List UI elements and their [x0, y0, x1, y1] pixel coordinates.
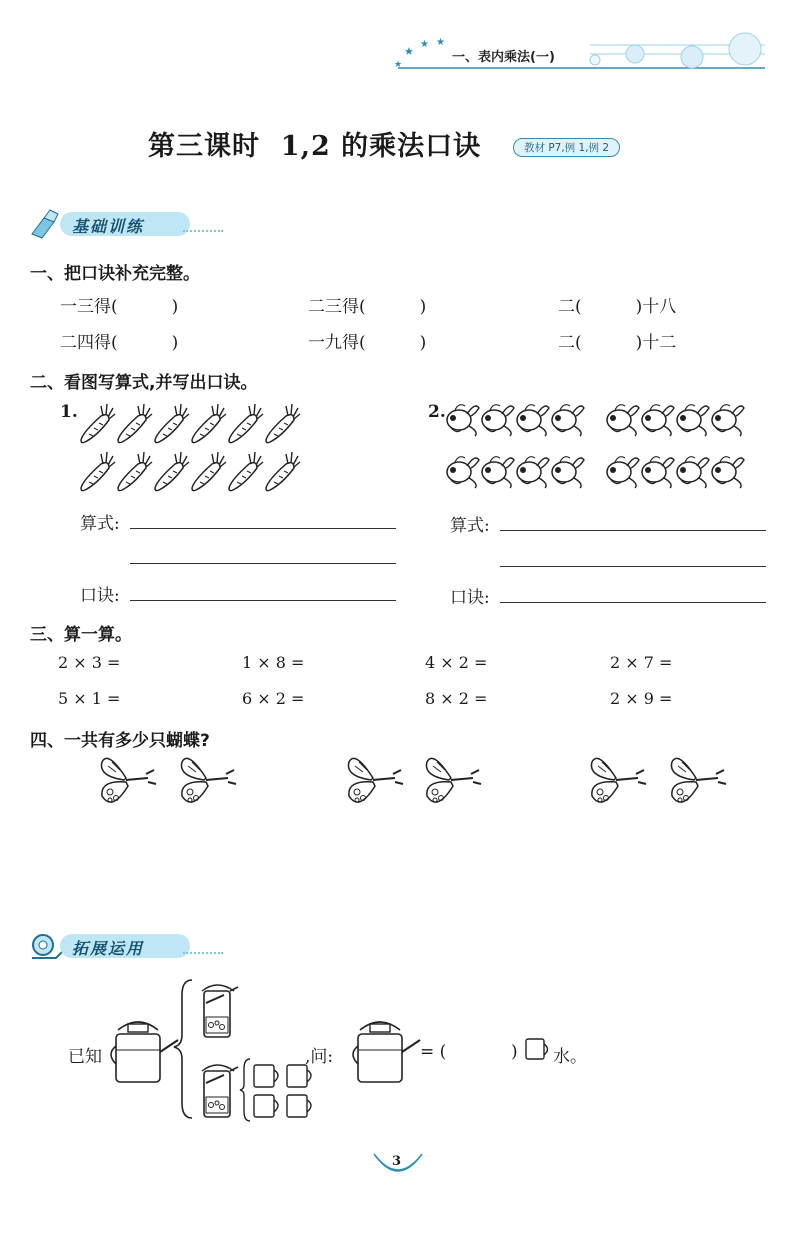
- answer-line[interactable]: [130, 563, 396, 564]
- math-item: 2 × 7 =: [610, 653, 673, 672]
- chant-item: 二四得( ): [60, 333, 179, 353]
- chant-item: 二( )十八: [558, 297, 677, 317]
- answer-line[interactable]: [130, 600, 396, 601]
- butterfly-icon: [348, 758, 403, 802]
- butterfly-icon: [101, 758, 156, 802]
- math-item: 8 × 2 =: [425, 689, 488, 708]
- carrot-icon: [266, 452, 300, 491]
- chant-label: 口诀:: [80, 586, 120, 606]
- ask-label: ,问:: [305, 1047, 334, 1067]
- carrot-icon: [118, 452, 152, 491]
- kettle-icon: [353, 1022, 420, 1082]
- section-label: 基础训练: [72, 217, 145, 236]
- kettle-icon: [111, 1022, 178, 1082]
- goldfish-icon: [552, 405, 584, 436]
- section-tag-extend: [28, 930, 198, 964]
- carrot-icon: [192, 452, 226, 491]
- math-item: 2 × 9 =: [610, 689, 673, 708]
- goldfish-icon: [482, 457, 514, 488]
- chant-label: 口诀:: [450, 588, 490, 608]
- butterfly-icon: [181, 758, 236, 802]
- answer-line[interactable]: [500, 530, 766, 531]
- question-2-title: 二、看图写算式,并写出口诀。: [30, 373, 258, 393]
- page-number: 3: [392, 1154, 402, 1169]
- water-label: 水。: [553, 1047, 587, 1067]
- carrot-icon: [81, 452, 115, 491]
- section-tag-basic: [28, 208, 198, 240]
- carrot-icon: [81, 404, 115, 443]
- math-item: 1 × 8 =: [242, 653, 305, 672]
- goldfish-icon: [642, 457, 674, 488]
- goldfish-icon: [712, 457, 744, 488]
- known-label: 已知: [68, 1047, 102, 1067]
- cup-icon: [287, 1095, 311, 1117]
- goldfish-icon: [607, 405, 639, 436]
- cup-icon: [287, 1065, 311, 1087]
- answer-blank[interactable]: [452, 1042, 508, 1064]
- chant-item: 一三得( ): [60, 297, 179, 317]
- goldfish-icon: [677, 457, 709, 488]
- formula-label: 算式:: [450, 516, 490, 536]
- math-item: 4 × 2 =: [425, 653, 488, 672]
- butterfly-icon: [426, 758, 481, 802]
- chapter-title: 一、表内乘法(一): [452, 50, 555, 65]
- extension-diagram: [100, 975, 800, 1125]
- thermos-icon: [202, 1065, 238, 1117]
- formula-label: 算式:: [80, 514, 120, 534]
- goldfish-icon: [552, 457, 584, 488]
- svg-text:★: ★: [420, 39, 429, 50]
- problem-number: 2.: [428, 402, 446, 422]
- lesson-title: 第三课时 1,2 的乘法口诀: [148, 131, 482, 162]
- answer-line[interactable]: [130, 528, 396, 529]
- svg-text:★: ★: [394, 60, 403, 70]
- carrot-icon: [266, 404, 300, 443]
- math-item: 5 × 1 =: [58, 689, 121, 708]
- goldfish-icon: [642, 405, 674, 436]
- carrot-icon: [192, 404, 226, 443]
- fish-picture: [445, 398, 760, 498]
- cup-icon: [254, 1095, 278, 1117]
- question-4-title: 四、一共有多少只蝴蝶?: [30, 731, 210, 751]
- page-header: [390, 30, 770, 75]
- svg-text:★: ★: [436, 37, 445, 48]
- stars-decoration: [390, 30, 770, 75]
- chant-item: 一九得( ): [308, 333, 427, 353]
- equals-label: = (: [420, 1042, 447, 1062]
- goldfish-icon: [517, 405, 549, 436]
- carrot-icon: [155, 452, 189, 491]
- cup-icon: [526, 1039, 548, 1059]
- goldfish-icon: [712, 405, 744, 436]
- goldfish-icon: [607, 457, 639, 488]
- textbook-ref-badge: 教材 P7,例 1,例 2: [513, 138, 620, 157]
- goldfish-icon: [447, 457, 479, 488]
- problem-number: 1.: [60, 402, 78, 422]
- butterfly-icon: [591, 758, 646, 802]
- goldfish-icon: [482, 405, 514, 436]
- close-paren: ): [511, 1042, 518, 1062]
- goldfish-icon: [677, 405, 709, 436]
- carrot-icon: [229, 404, 263, 443]
- svg-text:★: ★: [404, 45, 414, 58]
- butterflies-picture: [90, 752, 740, 822]
- math-item: 6 × 2 =: [242, 689, 305, 708]
- carrot-icon: [155, 404, 189, 443]
- math-item: 2 × 3 =: [58, 653, 121, 672]
- goldfish-icon: [517, 457, 549, 488]
- carrot-icon: [229, 452, 263, 491]
- goldfish-icon: [447, 405, 479, 436]
- carrots-picture: [75, 398, 320, 498]
- question-1-title: 一、把口诀补充完整。: [30, 264, 200, 284]
- cup-icon: [254, 1065, 278, 1087]
- section-label: 拓展运用: [72, 939, 145, 958]
- thermos-icon: [202, 985, 238, 1037]
- chant-item: 二三得( ): [308, 297, 427, 317]
- butterfly-icon: [671, 758, 726, 802]
- carrot-icon: [118, 404, 152, 443]
- answer-line[interactable]: [500, 566, 766, 567]
- chant-item: 二( )十二: [558, 333, 677, 353]
- question-3-title: 三、算一算。: [30, 625, 132, 645]
- answer-line[interactable]: [500, 602, 766, 603]
